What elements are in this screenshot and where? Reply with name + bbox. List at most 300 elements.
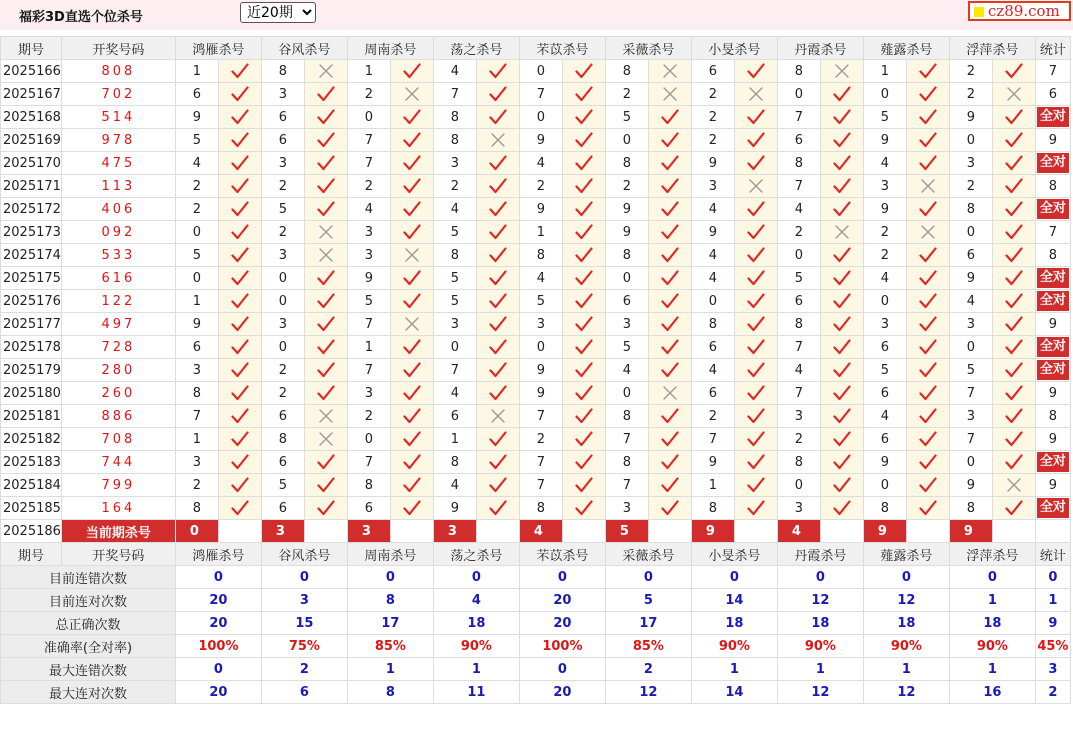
kill-correct — [820, 83, 863, 106]
check-icon — [833, 201, 851, 217]
kill-correct — [992, 175, 1035, 198]
column-header: 浮萍杀号 — [949, 37, 1035, 60]
check-icon — [575, 86, 593, 102]
table-row — [1, 106, 1071, 129]
kill-correct — [906, 497, 949, 520]
draw-number: 886 — [61, 405, 175, 428]
check-icon — [747, 132, 765, 148]
kill-correct — [734, 106, 777, 129]
check-icon — [1005, 362, 1023, 378]
kill-correct — [390, 152, 433, 175]
summary-value: 16 — [949, 681, 1035, 704]
check-icon — [919, 362, 937, 378]
check-icon — [833, 385, 851, 401]
summary-value: 0 — [863, 566, 949, 589]
check-icon — [575, 293, 593, 309]
kill-correct — [648, 267, 691, 290]
row-stat: 9 — [1035, 428, 1070, 451]
summary-value: 90% — [863, 635, 949, 658]
kill-number: 2 — [261, 221, 304, 244]
summary-value: 0 — [777, 566, 863, 589]
kill-correct — [992, 428, 1035, 451]
summary-value: 18 — [691, 612, 777, 635]
all-correct-badge: 全对 — [1037, 153, 1069, 173]
kill-correct — [476, 497, 519, 520]
kill-number: 8 — [777, 313, 820, 336]
row-stat — [1035, 267, 1070, 290]
check-icon — [575, 132, 593, 148]
kill-correct — [562, 175, 605, 198]
kill-number: 0 — [605, 267, 648, 290]
logo-square-icon — [974, 7, 984, 17]
kill-correct — [820, 244, 863, 267]
kill-correct — [992, 152, 1035, 175]
kill-correct — [820, 175, 863, 198]
check-icon — [661, 247, 679, 263]
check-icon — [231, 362, 249, 378]
kill-number: 7 — [605, 428, 648, 451]
kill-wrong — [304, 428, 347, 451]
check-icon — [833, 155, 851, 171]
kill-correct — [562, 405, 605, 428]
kill-number: 1 — [175, 428, 218, 451]
kill-number: 0 — [433, 336, 476, 359]
kill-number: 4 — [691, 267, 734, 290]
kill-number: 3 — [261, 244, 304, 267]
kill-number: 7 — [519, 83, 562, 106]
column-header: 浮萍杀号 — [949, 543, 1035, 566]
check-icon — [231, 201, 249, 217]
cross-icon — [661, 385, 679, 401]
check-icon — [747, 155, 765, 171]
kill-correct — [906, 83, 949, 106]
check-icon — [403, 454, 421, 470]
kill-number: 9 — [691, 451, 734, 474]
kill-correct — [906, 152, 949, 175]
check-icon — [489, 362, 507, 378]
kill-correct — [218, 152, 261, 175]
draw-number: 708 — [61, 428, 175, 451]
check-icon — [317, 155, 335, 171]
table-row — [1, 313, 1071, 336]
kill-correct — [304, 83, 347, 106]
summary-label: 最大连错次数 — [1, 658, 176, 681]
cross-icon — [317, 408, 335, 424]
kill-correct — [390, 267, 433, 290]
kill-number: 0 — [261, 336, 304, 359]
issue-number: 2025169 — [1, 129, 62, 152]
kill-number: 9 — [691, 152, 734, 175]
check-icon — [747, 63, 765, 79]
summary-label: 目前连对次数 — [1, 589, 176, 612]
all-correct-badge: 全对 — [1037, 360, 1069, 380]
summary-value: 12 — [863, 589, 949, 612]
kill-number: 2 — [691, 106, 734, 129]
row-stat — [1035, 336, 1070, 359]
all-correct-badge: 全对 — [1037, 337, 1069, 357]
check-icon — [231, 500, 249, 516]
draw-number: 978 — [61, 129, 175, 152]
kill-correct — [476, 382, 519, 405]
check-icon — [833, 293, 851, 309]
kill-number: 6 — [863, 336, 906, 359]
kill-number: 2 — [949, 60, 992, 83]
kill-number: 2 — [261, 382, 304, 405]
check-icon — [231, 454, 249, 470]
draw-number: 092 — [61, 221, 175, 244]
kill-number: 2 — [863, 221, 906, 244]
kill-number: 0 — [261, 290, 304, 313]
kill-correct — [390, 382, 433, 405]
check-icon — [919, 454, 937, 470]
kill-correct — [304, 474, 347, 497]
kill-number: 7 — [347, 129, 390, 152]
check-icon — [575, 63, 593, 79]
kill-correct — [562, 313, 605, 336]
kill-correct — [820, 451, 863, 474]
check-icon — [575, 224, 593, 240]
kill-correct — [648, 474, 691, 497]
check-icon — [231, 132, 249, 148]
kill-correct — [218, 175, 261, 198]
draw-number: 744 — [61, 451, 175, 474]
kill-correct — [820, 290, 863, 313]
cross-icon — [317, 63, 335, 79]
kill-number: 0 — [863, 83, 906, 106]
site-logo[interactable] — [968, 1, 1071, 21]
check-icon — [403, 178, 421, 194]
check-icon — [747, 385, 765, 401]
draw-number: 514 — [61, 106, 175, 129]
check-icon — [919, 86, 937, 102]
check-icon — [489, 178, 507, 194]
check-icon — [575, 316, 593, 332]
kill-number: 9 — [949, 106, 992, 129]
kill-correct — [390, 474, 433, 497]
kill-number: 7 — [519, 474, 562, 497]
kill-number: 2 — [519, 175, 562, 198]
check-icon — [919, 247, 937, 263]
kill-number: 8 — [691, 497, 734, 520]
issue-number: 2025180 — [1, 382, 62, 405]
row-stat: 7 — [1035, 221, 1070, 244]
check-icon — [1005, 454, 1023, 470]
summary-value: 5 — [605, 589, 691, 612]
kill-correct — [992, 290, 1035, 313]
kill-correct — [304, 290, 347, 313]
kill-correct — [218, 474, 261, 497]
check-icon — [661, 408, 679, 424]
kill-wrong — [304, 221, 347, 244]
draw-number: 113 — [61, 175, 175, 198]
check-icon — [747, 293, 765, 309]
check-icon — [403, 385, 421, 401]
issue-number: 2025185 — [1, 497, 62, 520]
check-icon — [1005, 408, 1023, 424]
summary-value: 1 — [433, 658, 519, 681]
kill-number: 9 — [175, 106, 218, 129]
kill-number: 3 — [261, 83, 304, 106]
column-header: 统计 — [1035, 543, 1070, 566]
check-icon — [1005, 431, 1023, 447]
check-icon — [317, 362, 335, 378]
kill-number: 0 — [777, 474, 820, 497]
kill-number: 0 — [949, 129, 992, 152]
check-icon — [747, 270, 765, 286]
check-icon — [833, 454, 851, 470]
page-title: 福彩3D直选个位杀号 — [19, 10, 143, 25]
check-icon — [403, 63, 421, 79]
kill-correct — [906, 106, 949, 129]
kill-number: 4 — [691, 198, 734, 221]
kill-number: 5 — [347, 290, 390, 313]
issue-number: 2025173 — [1, 221, 62, 244]
summary-value: 0 — [949, 566, 1035, 589]
kill-number: 5 — [519, 290, 562, 313]
kill-number: 9 — [605, 198, 648, 221]
check-icon — [833, 247, 851, 263]
check-icon — [317, 293, 335, 309]
kill-correct — [562, 129, 605, 152]
kill-number-table — [0, 36, 1071, 704]
summary-value: 85% — [347, 635, 433, 658]
cross-icon — [661, 63, 679, 79]
kill-number: 7 — [949, 382, 992, 405]
table-row — [1, 451, 1071, 474]
check-icon — [575, 477, 593, 493]
kill-correct — [992, 382, 1035, 405]
kill-number: 6 — [261, 129, 304, 152]
table-row — [1, 405, 1071, 428]
kill-correct — [734, 336, 777, 359]
column-header: 丹霞杀号 — [777, 543, 863, 566]
cross-icon — [833, 224, 851, 240]
issue-number: 2025182 — [1, 428, 62, 451]
kill-correct — [476, 474, 519, 497]
check-icon — [317, 86, 335, 102]
kill-wrong — [390, 313, 433, 336]
check-icon — [489, 477, 507, 493]
kill-number: 3 — [347, 382, 390, 405]
kill-correct — [648, 106, 691, 129]
cross-icon — [489, 132, 507, 148]
column-header: 开奖号码 — [61, 543, 175, 566]
check-icon — [661, 454, 679, 470]
kill-number: 5 — [433, 221, 476, 244]
kill-number: 4 — [433, 382, 476, 405]
check-icon — [317, 178, 335, 194]
check-icon — [919, 500, 937, 516]
issue-number: 2025177 — [1, 313, 62, 336]
row-stat: 7 — [1035, 60, 1070, 83]
check-icon — [575, 408, 593, 424]
kill-wrong — [648, 382, 691, 405]
kill-correct — [218, 382, 261, 405]
check-icon — [575, 385, 593, 401]
kill-wrong — [734, 175, 777, 198]
kill-number: 3 — [949, 313, 992, 336]
kill-correct — [992, 221, 1035, 244]
cross-icon — [661, 86, 679, 102]
kill-correct — [218, 221, 261, 244]
kill-number: 0 — [691, 290, 734, 313]
row-stat — [1035, 198, 1070, 221]
row-stat: 9 — [1035, 382, 1070, 405]
check-icon — [833, 477, 851, 493]
check-icon — [661, 132, 679, 148]
kill-correct — [218, 359, 261, 382]
summary-value: 2 — [1035, 681, 1070, 704]
kill-correct — [820, 428, 863, 451]
cross-icon — [833, 63, 851, 79]
check-icon — [919, 155, 937, 171]
kill-correct — [304, 313, 347, 336]
kill-correct — [562, 336, 605, 359]
check-icon — [1005, 109, 1023, 125]
kill-correct — [562, 198, 605, 221]
check-icon — [919, 270, 937, 286]
kill-number: 9 — [863, 451, 906, 474]
kill-correct — [390, 175, 433, 198]
issue-number: 2025183 — [1, 451, 62, 474]
kill-wrong — [390, 83, 433, 106]
kill-wrong — [648, 60, 691, 83]
current-kill-number: 0 — [175, 520, 218, 543]
kill-number: 7 — [949, 428, 992, 451]
kill-correct — [562, 106, 605, 129]
check-icon — [403, 109, 421, 125]
kill-correct — [476, 428, 519, 451]
kill-number: 6 — [261, 451, 304, 474]
check-icon — [489, 201, 507, 217]
check-icon — [661, 362, 679, 378]
check-icon — [1005, 224, 1023, 240]
kill-number: 8 — [949, 497, 992, 520]
kill-number: 8 — [605, 152, 648, 175]
column-header: 小旻杀号 — [691, 37, 777, 60]
kill-wrong — [906, 175, 949, 198]
kill-number: 2 — [175, 198, 218, 221]
check-icon — [317, 109, 335, 125]
kill-correct — [734, 451, 777, 474]
draw-number: 702 — [61, 83, 175, 106]
check-icon — [1005, 247, 1023, 263]
table-row — [1, 152, 1071, 175]
kill-correct — [648, 221, 691, 244]
summary-value: 75% — [261, 635, 347, 658]
kill-correct — [218, 267, 261, 290]
summary-value: 18 — [949, 612, 1035, 635]
kill-number: 9 — [347, 267, 390, 290]
kill-correct — [304, 451, 347, 474]
kill-number: 9 — [949, 474, 992, 497]
check-icon — [489, 63, 507, 79]
check-icon — [919, 408, 937, 424]
table-row — [1, 382, 1071, 405]
check-icon — [317, 270, 335, 286]
row-stat: 8 — [1035, 175, 1070, 198]
row-stat — [1035, 290, 1070, 313]
kill-correct — [390, 60, 433, 83]
current-kill-number: 9 — [863, 520, 906, 543]
kill-number: 8 — [605, 244, 648, 267]
kill-number: 9 — [519, 382, 562, 405]
kill-number: 2 — [347, 405, 390, 428]
issue-number: 2025176 — [1, 290, 62, 313]
summary-value: 90% — [949, 635, 1035, 658]
kill-correct — [304, 359, 347, 382]
kill-number: 4 — [519, 267, 562, 290]
issue-number: 2025168 — [1, 106, 62, 129]
check-icon — [1005, 155, 1023, 171]
kill-correct — [734, 60, 777, 83]
kill-number: 3 — [175, 451, 218, 474]
current-kill-spacer — [734, 520, 777, 543]
column-header: 芣苡杀号 — [519, 543, 605, 566]
summary-value: 8 — [347, 589, 433, 612]
kill-number: 7 — [433, 359, 476, 382]
kill-correct — [906, 313, 949, 336]
current-period-row — [1, 520, 1071, 543]
draw-number: 497 — [61, 313, 175, 336]
kill-number: 2 — [347, 175, 390, 198]
kill-number: 7 — [777, 336, 820, 359]
summary-value: 45% — [1035, 635, 1070, 658]
kill-number: 0 — [347, 106, 390, 129]
kill-correct — [648, 359, 691, 382]
summary-value: 17 — [347, 612, 433, 635]
summary-value: 2 — [261, 658, 347, 681]
kill-number: 7 — [433, 83, 476, 106]
kill-number: 5 — [863, 106, 906, 129]
kill-correct — [992, 267, 1035, 290]
kill-number: 1 — [347, 60, 390, 83]
kill-number: 2 — [175, 175, 218, 198]
kill-number: 4 — [175, 152, 218, 175]
kill-correct — [992, 198, 1035, 221]
kill-number: 2 — [777, 221, 820, 244]
check-icon — [919, 109, 937, 125]
check-icon — [489, 293, 507, 309]
kill-number: 3 — [777, 497, 820, 520]
table-row — [1, 267, 1071, 290]
check-icon — [833, 86, 851, 102]
kill-correct — [820, 336, 863, 359]
kill-correct — [734, 129, 777, 152]
summary-value: 14 — [691, 681, 777, 704]
kill-correct — [992, 106, 1035, 129]
check-icon — [1005, 293, 1023, 309]
kill-correct — [820, 267, 863, 290]
kill-number: 8 — [175, 497, 218, 520]
kill-number: 5 — [261, 198, 304, 221]
kill-correct — [390, 106, 433, 129]
column-header: 薤露杀号 — [863, 37, 949, 60]
check-icon — [747, 431, 765, 447]
kill-number: 3 — [261, 313, 304, 336]
kill-number: 4 — [433, 474, 476, 497]
draw-number: 728 — [61, 336, 175, 359]
current-kill-spacer — [218, 520, 261, 543]
period-select[interactable] — [240, 2, 316, 23]
column-header: 期号 — [1, 37, 62, 60]
column-header: 芣苡杀号 — [519, 37, 605, 60]
check-icon — [231, 316, 249, 332]
check-icon — [919, 132, 937, 148]
kill-number: 6 — [261, 497, 304, 520]
kill-number: 3 — [175, 359, 218, 382]
check-icon — [833, 178, 851, 194]
